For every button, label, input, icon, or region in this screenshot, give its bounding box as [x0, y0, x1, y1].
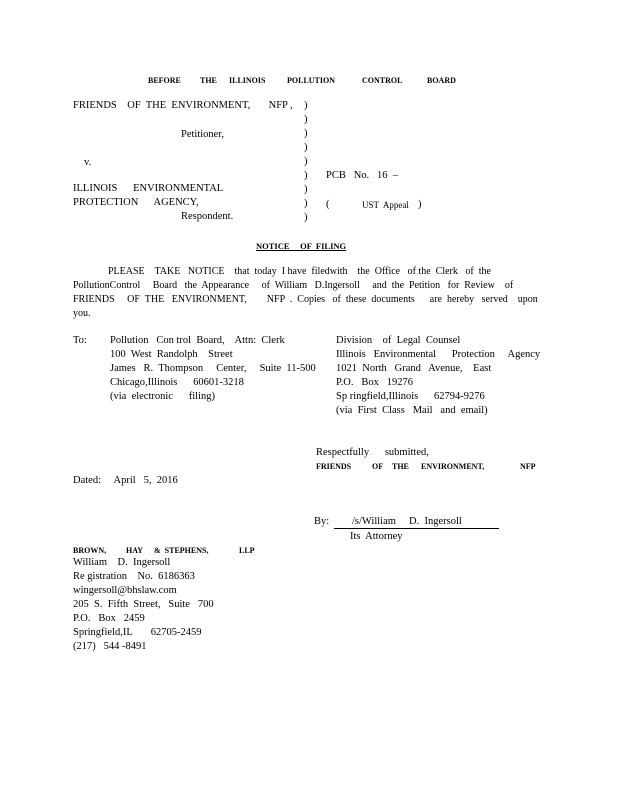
attorney-line: William D. Ingersoll	[73, 557, 171, 568]
firm-word: NFP	[520, 462, 536, 471]
service-left-line: Pollution Con trol Board, Attn: Clerk	[110, 335, 285, 346]
to-label: To:	[73, 335, 87, 346]
petitioner-name: FRIENDS OF THE ENVIRONMENT, NFP ,	[73, 100, 293, 111]
caption-paren: )	[304, 170, 308, 181]
appeal-paren-open: (	[326, 199, 330, 210]
caption-paren: )	[304, 114, 308, 125]
respondent-name-line1: ILLINOIS ENVIRONMENTAL	[73, 183, 224, 194]
firm-word: THE	[392, 462, 409, 471]
dated: Dated: April 5, 2016	[73, 475, 178, 486]
body-line-4: you.	[73, 308, 91, 319]
body-line-3: FRIENDS OF THE ENVIRONMENT, NFP . Copies of these documents are hereby served upon	[73, 294, 538, 305]
appeal-type: UST Appeal	[362, 200, 409, 210]
caption-paren: )	[304, 128, 308, 139]
caption-paren: )	[304, 156, 308, 167]
attorney-line: 205 S. Fifth Street, Suite 700	[73, 599, 214, 610]
attorney-firm-word: HAY	[126, 546, 144, 555]
service-left-line: (via electronic filing)	[110, 391, 215, 402]
service-right-line: P.O. Box 19276	[336, 377, 414, 388]
attorney-firm-word: LLP	[239, 546, 255, 555]
its-attorney: Its Attorney	[350, 531, 403, 542]
attorney-line: Springfield,IL 62705-2459	[73, 627, 202, 638]
firm-word: OF	[372, 462, 384, 471]
heading-word: BEFORE	[148, 76, 181, 85]
attorney-firm-word: & STEPHENS,	[154, 546, 209, 555]
heading-word: POLLUTION	[287, 76, 336, 85]
service-right-line: 1021 North Grand Avenue, East	[336, 363, 492, 374]
service-right-line: Division of Legal Counsel	[336, 335, 461, 346]
by-label: By:	[314, 516, 330, 527]
service-left-line: Chicago,Illinois 60601-3218	[110, 377, 244, 388]
appeal-paren-close: )	[418, 199, 422, 210]
signature-name: /s/William D. Ingersoll	[352, 516, 462, 527]
service-right-line: Sp ringfield,Illinois 62794-9276	[336, 391, 485, 402]
firm-word: FRIENDS	[316, 462, 352, 471]
respectfully-submitted: Respectfully submitted,	[316, 447, 429, 458]
respondent-name-line2: PROTECTION AGENCY,	[73, 197, 199, 208]
heading-word: CONTROL	[362, 76, 403, 85]
attorney-line: Re gistration No. 6186363	[73, 571, 195, 582]
signature-line	[334, 528, 499, 529]
petitioner-role: Petitioner,	[181, 129, 225, 140]
caption-paren: )	[304, 142, 308, 153]
pcb-number: PCB No. 16 –	[326, 170, 399, 181]
body-line-2: PollutionControl Board the Appearance of William D.Ingersoll and the Petition for Review of	[73, 280, 514, 291]
caption-paren: )	[304, 198, 308, 209]
heading-word: THE	[200, 76, 217, 85]
attorney-line: P.O. Box 2459	[73, 613, 145, 624]
respondent-role: Respondent.	[181, 211, 234, 222]
service-right-line: (via First Class Mail and email)	[336, 405, 488, 416]
firm-word: ENVIRONMENT,	[421, 462, 485, 471]
versus: v.	[84, 157, 92, 168]
service-left-line: 100 West Randolph Street	[110, 349, 233, 360]
service-right-line: Illinois Environmental Protection Agency	[336, 349, 541, 360]
caption-paren: )	[304, 184, 308, 195]
heading-word: ILLINOIS	[229, 76, 266, 85]
caption-paren: )	[304, 212, 308, 223]
service-left-line: James R. Thompson Center, Suite 11-500	[110, 363, 316, 374]
body-line-1: PLEASE TAKE NOTICE that today I have filedwith the Office of the Clerk of the	[108, 266, 491, 277]
heading-word: BOARD	[427, 76, 456, 85]
attorney-email: wingersoll@bhslaw.com	[73, 585, 177, 596]
attorney-phone: (217) 544 -8491	[73, 641, 147, 652]
notice-title: NOTICE OF FILING	[256, 241, 347, 251]
attorney-firm-word: BROWN,	[73, 546, 107, 555]
caption-paren: )	[304, 100, 308, 111]
